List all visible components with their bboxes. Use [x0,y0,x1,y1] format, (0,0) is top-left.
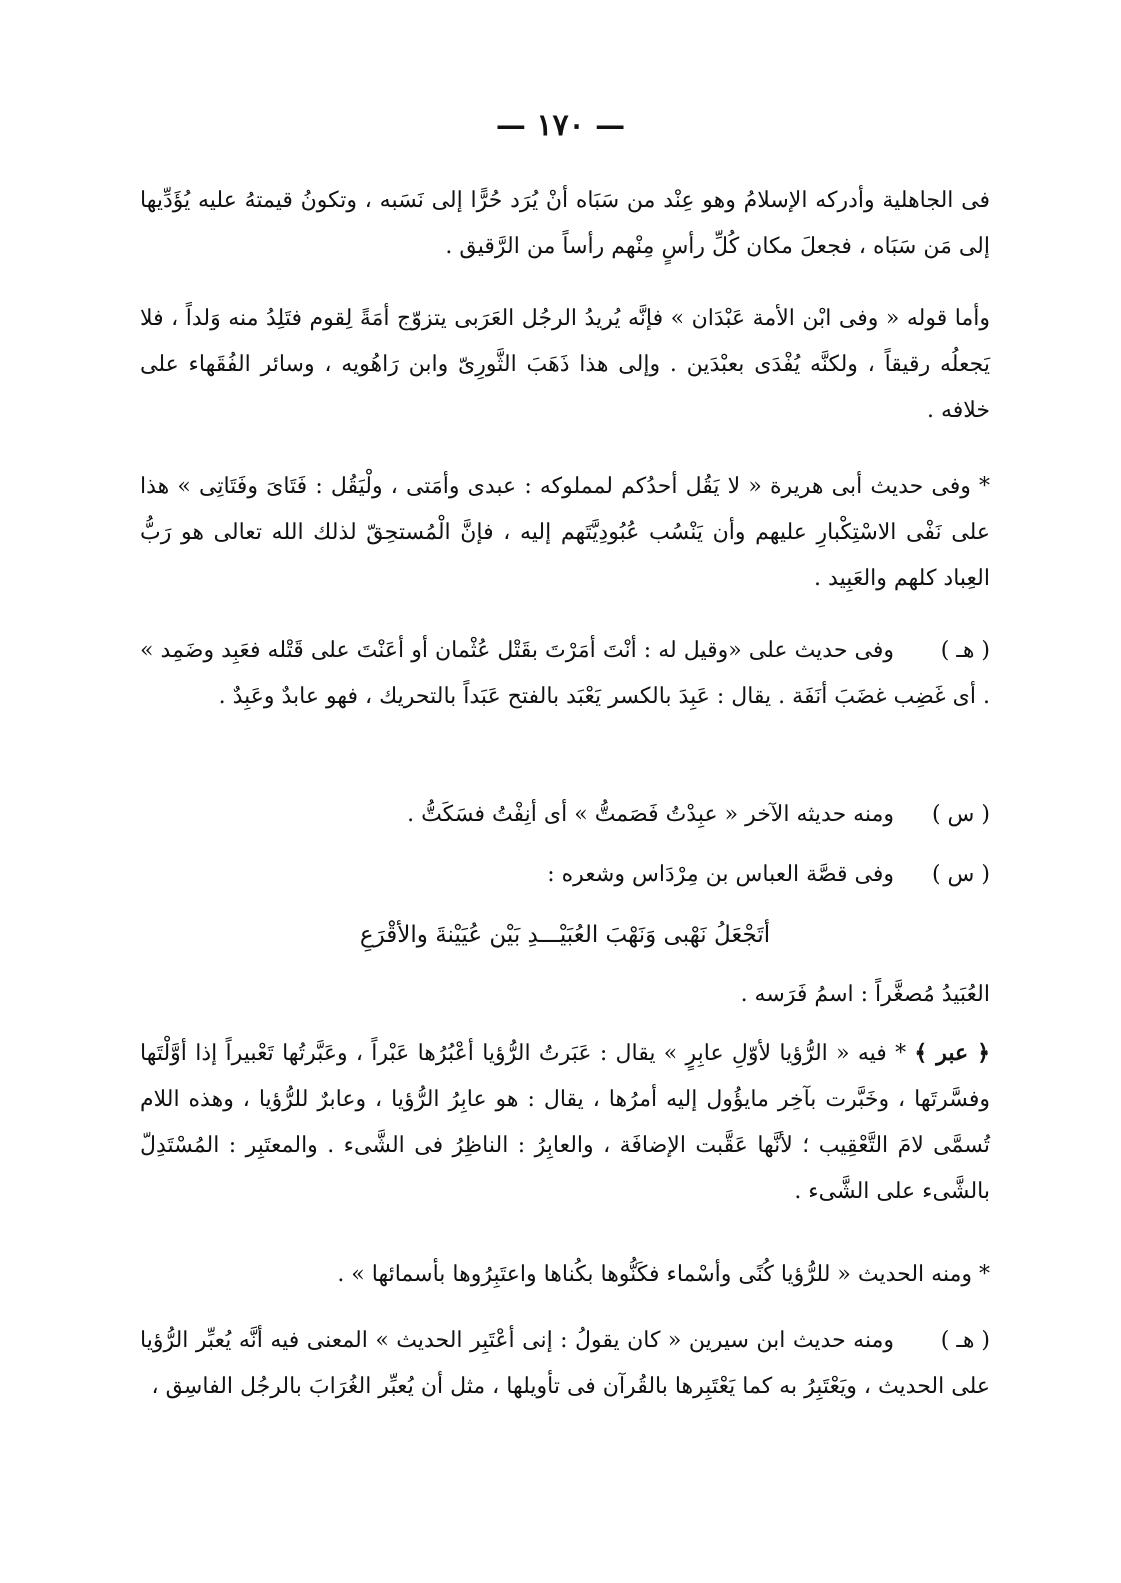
page-number: — ١٧٠ — [495,108,626,143]
paragraph-4-text: وفى حديث على «وقيل له : أنْتَ أمَرْتَ بقَتْل عُثْمان أو أعَنْتَ على قَتْله فعَبِد وضَمِد » . أى غَضِب غضَبَ أنَفَة . يقال : عَبِدَ بالكسر يَعْبَد بالفتح عَبَداً بالتحريك ، فهو عابدٌ وعَبِدٌ . [140,638,990,709]
entry-abr [140,1030,990,1215]
paragraph-5 [140,792,990,838]
source-label: ( س ) [931,862,990,887]
paragraph-3: * وفى حديث أبى هريرة « لا يَقُل أحدُكم لمملوكه : عبدى وأمَتى ، ولْيَقُل : فَتَاىَ وفَتَاتِى » هذا على نَفْى الاسْتِكْبارِ عليهم وأن يَنْسُب عُبُودِيَّتَهم إليه ، فإنَّ الْمُستحِقّ لذلك الله تعالى هو رَبُّ العِباد كلهم والعَبِيد . [140,474,990,591]
entry-heading: ﴿ عبر ﴾ [914,1040,990,1066]
source-label: ( س ) [931,802,990,827]
paragraph-1: فى الجاهلية وأدركه الإسلامُ وهو عِنْد من سَبَاه أنْ يُرَد حُرًّا إلى نَسَبه ، وتكونُ قيمتهُ عليه يُؤَدِّيها إلى مَن سَبَاه ، فجعلَ مكان كُلِّ رأسٍ مِنْهم رأساً من الرَّقيق . [140,188,990,259]
source-label: ( هـ ) [940,1328,990,1353]
source-label: ( هـ ) [940,638,990,663]
paragraph-6-text: وفى قصَّة العباس بن مِرْدَاس وشعره : [547,862,894,887]
paragraph-10: * ومنه الحديث « للرُّؤيا كُنًى وأسْماء فكَنُّوها بكُناها واعتَبِرُوها بأسمائها » . [337,1262,990,1287]
paragraph-4 [140,628,990,720]
paragraph-11 [140,1318,990,1410]
poetry-verse: أتَجْعَلُ نَهْبى وَنَهْبَ العُبَيْـــدِ بَيْن عُيَيْنةَ والأقْرَعِ [359,922,771,948]
entry-abr-text: * فيه « الرُّؤيا لأوّلِ عابِرٍ » يقال : عَبَرتُ الرُّؤيا أعْبُرُها عَبْراً ، وعَبَّرتُها تَعْبيراً إذا أوَّلْتَها وفسَّرتَها ، وخَبَّرت بآخِر مايؤُول إليه أمرُها ، يقال : هو عابِرُ الرُّؤيا ، وعابرٌ للرُّؤيا ، وهذه اللام تُسمَّى لامَ التَّعْقِيب ؛ لأنَّها عَقَّبت الإضافَة ، والعابِرُ : الناظِرُ فى الشَّىء . والمعتَبِر : المُسْتَدِلّ بالشَّىء على الشَّىء . [140,1041,990,1204]
paragraph-6 [140,852,990,898]
paragraph-5-text: ومنه حديثه الآخر « عبِدْتُ فَصَمتُّ » أى أنِفْتُ فسَكَتُّ . [407,802,894,827]
paragraph-11-text: ومنه حديث ابن سيرين « كان يقولُ : إنى أعْتَبِر الحديث » المعنى فيه أنَّه يُعبِّر الرُّؤيا على الحديث ، ويَعْتَبِرُ به كما يَعْتَبِرها بالقُرآن فى تأويلها ، مثل أن يُعبِّر الغُرَابَ بالرجُل الفاسِق ، [140,1328,990,1399]
paragraph-8: العُبَيدُ مُصغَّراً : اسمُ فَرَسه . [740,982,990,1007]
paragraph-2: وأما قوله « وفى ابْن الأمة عَبْدَان » فإنَّه يُريدُ الرجُل العَرَبى يتزوّج أمَةً لِقوم فتَلِدُ منه وَلداً ، فلا يَجعلُه رقيقاً ، ولكنَّه يُفْدَى بعبْدَين . وإلى هذا ذَهَبَ الثَّورِىّ وابن رَاهُويه ، وسائر الفُقَهاء على خلافه . [140,306,990,423]
